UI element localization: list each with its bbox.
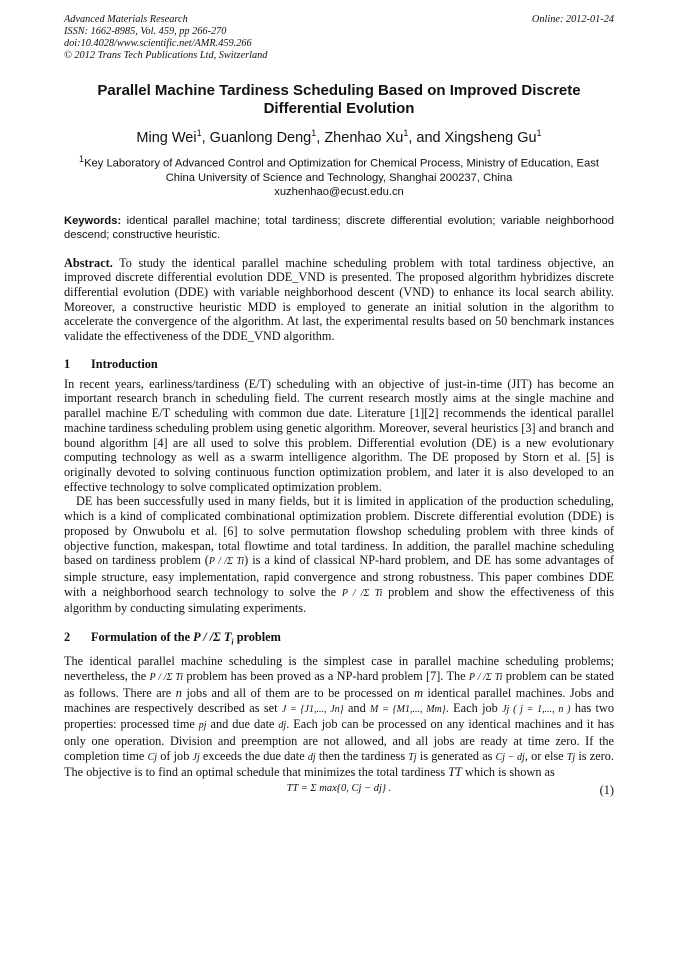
journal-header	[64, 14, 614, 62]
affiliation	[64, 152, 614, 199]
author-sup: 1	[403, 128, 409, 138]
abstract	[64, 256, 614, 344]
math-inline: P / /Σ Ti	[149, 672, 183, 684]
issn: ISSN: 1662-8985, Vol. 459, pp 266-270	[64, 26, 227, 37]
affiliation-text: Key Laboratory of Advanced Control and Optimization for Chemical Process, Ministry of Education, East China University of Science and Technology, Shanghai 200237, China	[84, 157, 599, 184]
math-dj: dj	[278, 720, 287, 732]
math-tj: Tj	[408, 751, 417, 763]
abstract-label: Abstract.	[64, 255, 113, 270]
math-inline: P / /Σ Ti	[468, 672, 503, 684]
keywords	[64, 214, 614, 242]
section-2-body: The identical parallel machine scheduling is the simplest case in parallel machine scheduling problems; nevertheless, the P / /Σ Ti problem has been proved as a NP-hard problem [7]. The P / /Σ Ti problem can be stated as follows. There are n jobs and all of them are to be processed on m identical parallel machines. Jobs and machines are respectively described as set J = {J1,..., Jn} and M = {M1,..., Mm}. Each job Jj ( j = 1,..., n ) has two properties: processed time pj and due date dj. Each job can be processed on any identical machines and it has only one operation. Division and preemption are not allowed, and all jobs are ready at time zero. If the completion time Cj of job Jj exceeds the due date dj then the tardiness Tj is generated as Cj − dj, or else Tj is zero. The objective is to find an optimal schedule that minimizes the total tardiness TT which is shown as	[64, 654, 615, 780]
math-cj-dj: Cj − dj	[495, 751, 525, 763]
section-title-math: P / /Σ T	[193, 630, 232, 645]
equation-formula: TT = Σ max{0, Cj − dj} .	[286, 783, 392, 795]
paragraph: DE has been successfully used in many fields, but it is limited in application of the production scheduling, which is a kind of complicated combinational optimization problem. Discrete differential evolution (DDE) is proposed by Onwubolu et al. [6] to solve permutation flowshop scheduling problem with three kinds of objective function, makespan, total flowtime and total tardiness. In addition, the parallel machine scheduling based on tardiness problem (P / /Σ Ti) is a kind of classical NP-hard problem, and DE has some advantages of simple structure, easy implementation, rapid convergence and strong robustness. This paper combines DDE with a neighborhood search technology to solve the P / /Σ Ti problem and show the effectiveness of this algorithm by conducting simulating experiments.	[64, 494, 614, 616]
section-title-post: problem	[236, 630, 281, 645]
online-date: Online: 2012-01-24	[531, 14, 614, 25]
section-1-body	[64, 377, 614, 616]
email: xuzhenhao@ecust.edu.cn	[274, 185, 404, 198]
paragraph: In recent years, earliness/tardiness (E/T) scheduling with an objective of just-in-time (JIT) has become an important research branch in scheduling field. The current research mostly aims at the single machine and parallel machine E/T scheduling with common due date. Literature [1][2] recommends the identical parallel machine tardiness scheduling problem using genetic algorithm. Moreover, several heuristics [3] and branch and bound algorithm [4] are all used to solve this problem. Differential evolution (DE) is a new evolutionary computing technology as well as a swarm intelligence algorithm. The DE proposed by Storn et al. [5] is originally devoted to solving continuous function optimization problem, and later it is also developed to an effective technology to solve complicated optimization problem.	[64, 376, 614, 494]
math-n: n	[175, 685, 182, 700]
math-cj: Cj	[147, 751, 158, 763]
author-list: Ming Wei$^1$, Guanlong Deng$^1$, Zhenhao Xu$^1$, and Xingsheng Gu$^1$	[136, 128, 542, 146]
math-inline: P / /Σ Ti	[341, 587, 383, 599]
doi: doi:10.4028/www.scientific.net/AMR.459.266	[64, 38, 252, 49]
author: Xingsheng Gu	[444, 129, 537, 146]
math-set-j: J = {J1,..., Jn}	[281, 703, 344, 715]
author-sup: 1	[311, 128, 317, 138]
math-pj: pj	[198, 720, 207, 732]
math-tt: TT	[448, 765, 462, 780]
title-line-1: Parallel Machine Tardiness Scheduling Based on Improved Discrete	[97, 82, 581, 99]
section-heading-2	[64, 630, 614, 649]
paper-page	[64, 14, 614, 805]
author: Zhenhao Xu	[324, 129, 404, 146]
section-title: Introduction	[91, 356, 158, 371]
author: Ming Wei	[136, 129, 197, 146]
equation-1	[64, 781, 614, 805]
section-title-sub: i	[231, 637, 234, 647]
affiliation-sup: 1	[79, 153, 85, 164]
math-dj: dj	[307, 751, 316, 763]
section-number: 2	[64, 630, 71, 645]
section-heading-1	[64, 357, 614, 372]
equation-number: (1)	[599, 783, 614, 798]
section-number: 1	[64, 356, 71, 371]
keywords-text: identical parallel machine; total tardiness; discrete differential evolution; variable neighborhood descend; constructive heuristic.	[64, 214, 614, 241]
math-m: m	[414, 685, 424, 700]
section-title: Formulation of the	[91, 630, 191, 645]
keywords-label: Keywords:	[64, 214, 122, 227]
author: Guanlong Deng	[209, 129, 312, 146]
paper-title	[64, 82, 614, 118]
title-line-2: Differential Evolution	[263, 100, 415, 117]
math-inline: P / /Σ Ti	[208, 556, 245, 568]
math-jj: Jj	[192, 751, 200, 763]
author-sup: 1	[536, 128, 542, 138]
abstract-text: To study the identical parallel machine scheduling problem with total tardiness objective, an improved discrete differential evolution DDE_VND is presented. The proposed algorithm hybridizes discrete differential evolution (DDE) with variable neighborhood descent (VND) to enhance its local search ability. Moreover, a constructive heuristic MDD is employed to generate an initial solution in the algorithm to accelerate the convergence of the algorithm. At last, the experimental results based on 50 benchmark instances validate the effectiveness of the DDE_VND algorithm.	[64, 255, 614, 344]
author-sup: 1	[196, 128, 202, 138]
math-job: Jj ( j = 1,..., n )	[502, 703, 571, 715]
journal-name: Advanced Materials Research	[64, 14, 188, 25]
copyright: © 2012 Trans Tech Publications Ltd, Switzerland	[64, 50, 268, 61]
math-set-m: M = {M1,..., Mm}	[370, 703, 446, 715]
math-tj: Tj	[566, 751, 576, 763]
